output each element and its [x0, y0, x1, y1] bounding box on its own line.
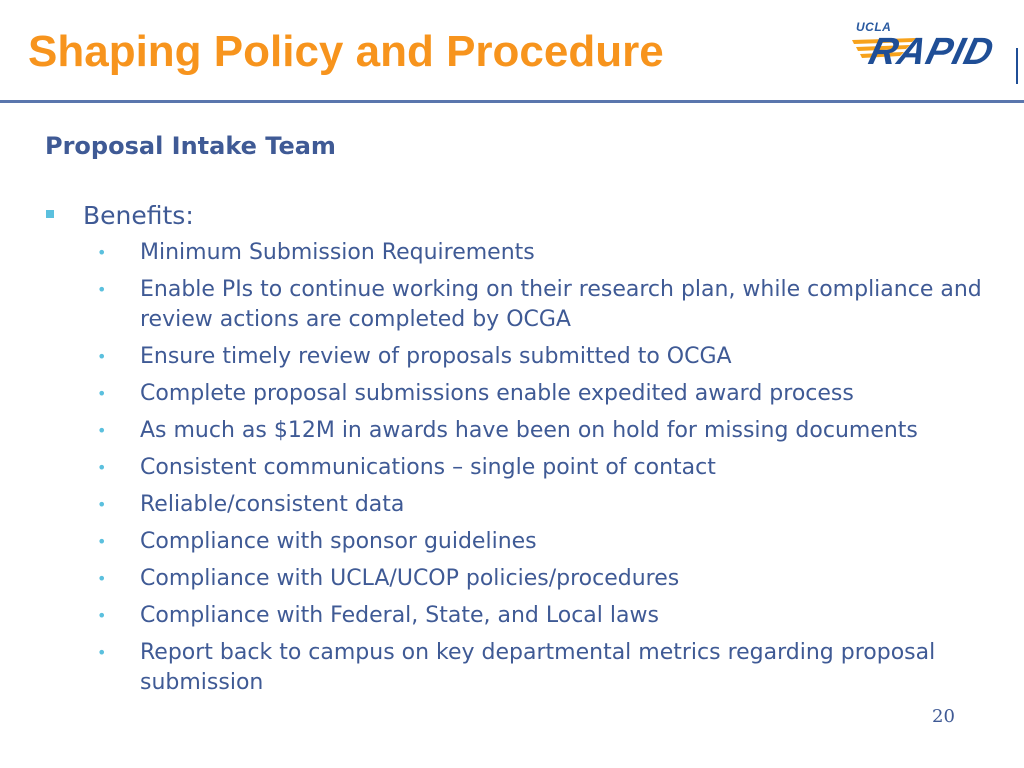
- list-item-text: Compliance with sponsor guidelines: [140, 529, 537, 554]
- list-item: [95, 527, 985, 557]
- ucla-rapid-logo: [850, 18, 1020, 72]
- logo-divider: [1016, 48, 1018, 84]
- list-item: [95, 601, 985, 631]
- list-item: [95, 379, 985, 409]
- list-item: [95, 342, 985, 372]
- bullet-dot-icon: •: [97, 643, 107, 662]
- slide-subtitle: Proposal Intake Team: [45, 132, 336, 160]
- bullet-dot-icon: •: [97, 347, 107, 366]
- bullet-dot-icon: •: [97, 280, 107, 299]
- list-item: [95, 238, 985, 268]
- list-item-text: Ensure timely review of proposals submitted to OCGA: [140, 344, 732, 369]
- benefits-list: [95, 238, 985, 705]
- list-item: [95, 453, 985, 483]
- list-item-text: Compliance with UCLA/UCOP policies/procedures: [140, 566, 680, 591]
- page-number: 20: [932, 706, 955, 727]
- list-item-text: As much as $12M in awards have been on hold for missing documents: [140, 418, 918, 443]
- list-item-text: Reliable/consistent data: [140, 492, 405, 517]
- bullet-dot-icon: •: [97, 384, 107, 403]
- list-item: [95, 638, 985, 698]
- logo-rapid-text: RAPID: [864, 31, 999, 73]
- bullet-dot-icon: •: [97, 458, 107, 477]
- title-rule: [0, 100, 1024, 103]
- bullet-dot-icon: •: [97, 243, 107, 262]
- square-bullet-icon: [46, 210, 54, 218]
- bullet-dot-icon: •: [97, 532, 107, 551]
- list-item-text: Minimum Submission Requirements: [140, 240, 535, 265]
- list-item: [95, 416, 985, 446]
- list-item: [95, 490, 985, 520]
- bullet-dot-icon: •: [97, 569, 107, 588]
- list-item: [95, 564, 985, 594]
- list-item: [95, 275, 985, 335]
- list-item-text: Complete proposal submissions enable expedited award process: [140, 381, 854, 406]
- logo-ucla-text: UCLA: [856, 20, 892, 34]
- list-item-text: Compliance with Federal, State, and Local laws: [140, 603, 659, 628]
- bullet-dot-icon: •: [97, 495, 107, 514]
- list-item-text: Consistent communications – single point of contact: [140, 455, 716, 480]
- section-label: Benefits:: [83, 201, 194, 230]
- list-item-text: Enable PIs to continue working on their research plan, while compliance and review actions are completed by OCGA: [140, 277, 982, 332]
- bullet-dot-icon: •: [97, 606, 107, 625]
- list-item-text: Report back to campus on key departmental metrics regarding proposal submission: [140, 640, 936, 695]
- slide-title: Shaping Policy and Procedure: [28, 27, 664, 76]
- bullet-dot-icon: •: [97, 421, 107, 440]
